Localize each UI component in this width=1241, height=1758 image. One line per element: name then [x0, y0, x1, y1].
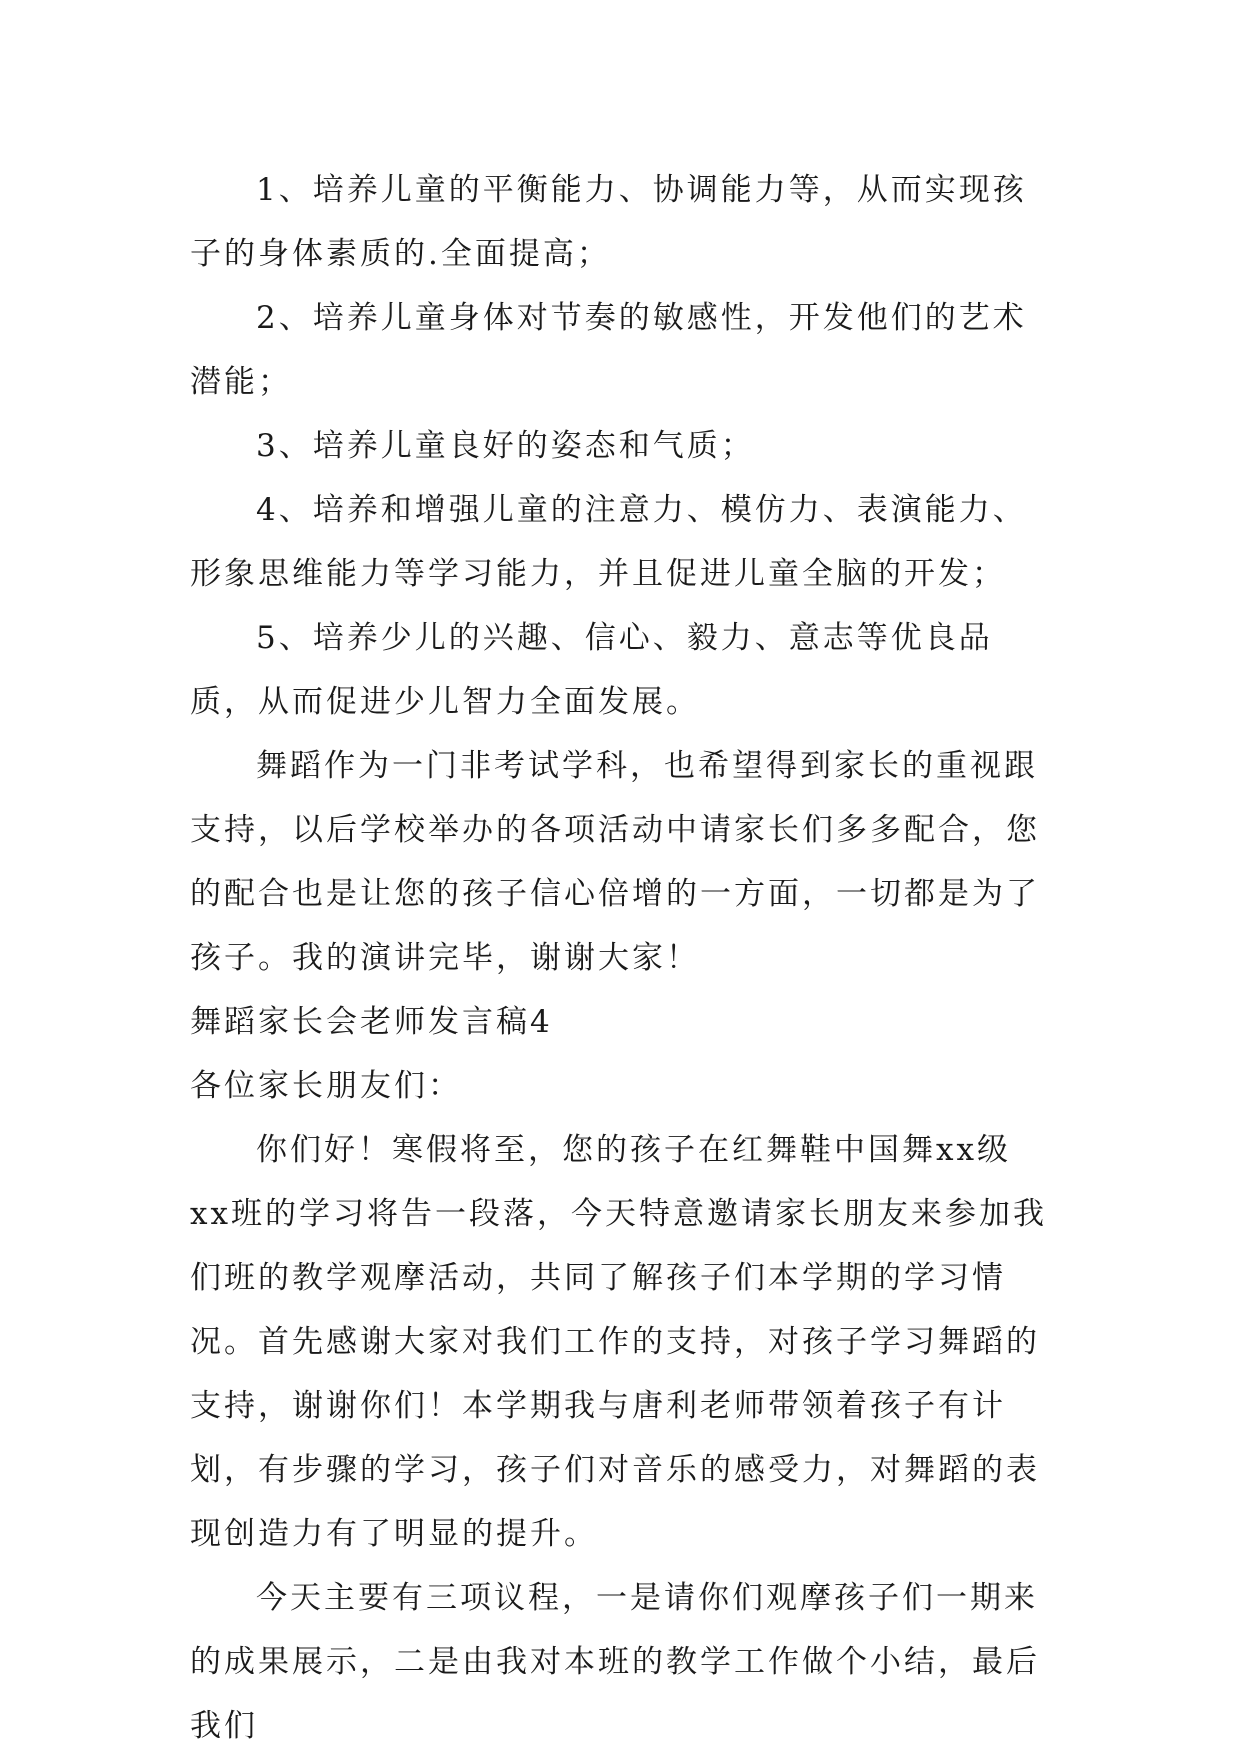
paragraph-goal-4: 4、培养和增强儿童的注意力、模仿力、表演能力、形象思维能力等学习能力，并且促进儿童全脑的开发；	[190, 492, 1027, 592]
salutation: 各位家长朋友们：	[190, 1068, 462, 1104]
paragraph-goal-2: 2、培养儿童身体对节奏的敏感性，开发他们的艺术潜能；	[190, 300, 1027, 400]
paragraph-greeting: 你们好！寒假将至，您的孩子在红舞鞋中国舞xx级xx班的学习将告一段落，今天特意邀请家长朋友来参加我们班的教学观摩活动，共同了解孩子们本学期的学习情况。首先感谢大家对我们工作的支持，对孩子学习舞蹈的支持，谢谢你们！本学期我与唐利老师带领着孩子有计划，有步骤的学习，孩子们对音乐的感受力，对舞蹈的表现创造力有了明显的提升。	[190, 1132, 1047, 1552]
paragraph-goal-5: 5、培养少儿的兴趣、信心、毅力、意志等优良品质，从而促进少儿智力全面发展。	[190, 620, 993, 720]
section-title: 舞蹈家长会老师发言稿4	[190, 1004, 553, 1040]
paragraph-goal-3: 3、培养儿童良好的姿态和气质；	[256, 428, 755, 464]
paragraph-agenda: 今天主要有三项议程，一是请你们观摩孩子们一期来的成果展示，二是由我对本班的教学工作做个小结，最后我们	[190, 1580, 1040, 1744]
paragraph-closing: 舞蹈作为一门非考试学科，也希望得到家长的重视跟支持，以后学校举办的各项活动中请家长们多多配合，您的配合也是让您的孩子信心倍增的一方面，一切都是为了孩子。我的演讲完毕，谢谢大家！	[190, 748, 1040, 976]
document-body	[190, 158, 1050, 1758]
paragraph-goal-1: 1、培养儿童的平衡能力、协调能力等，从而实现孩子的身体素质的.全面提高；	[190, 172, 1027, 272]
